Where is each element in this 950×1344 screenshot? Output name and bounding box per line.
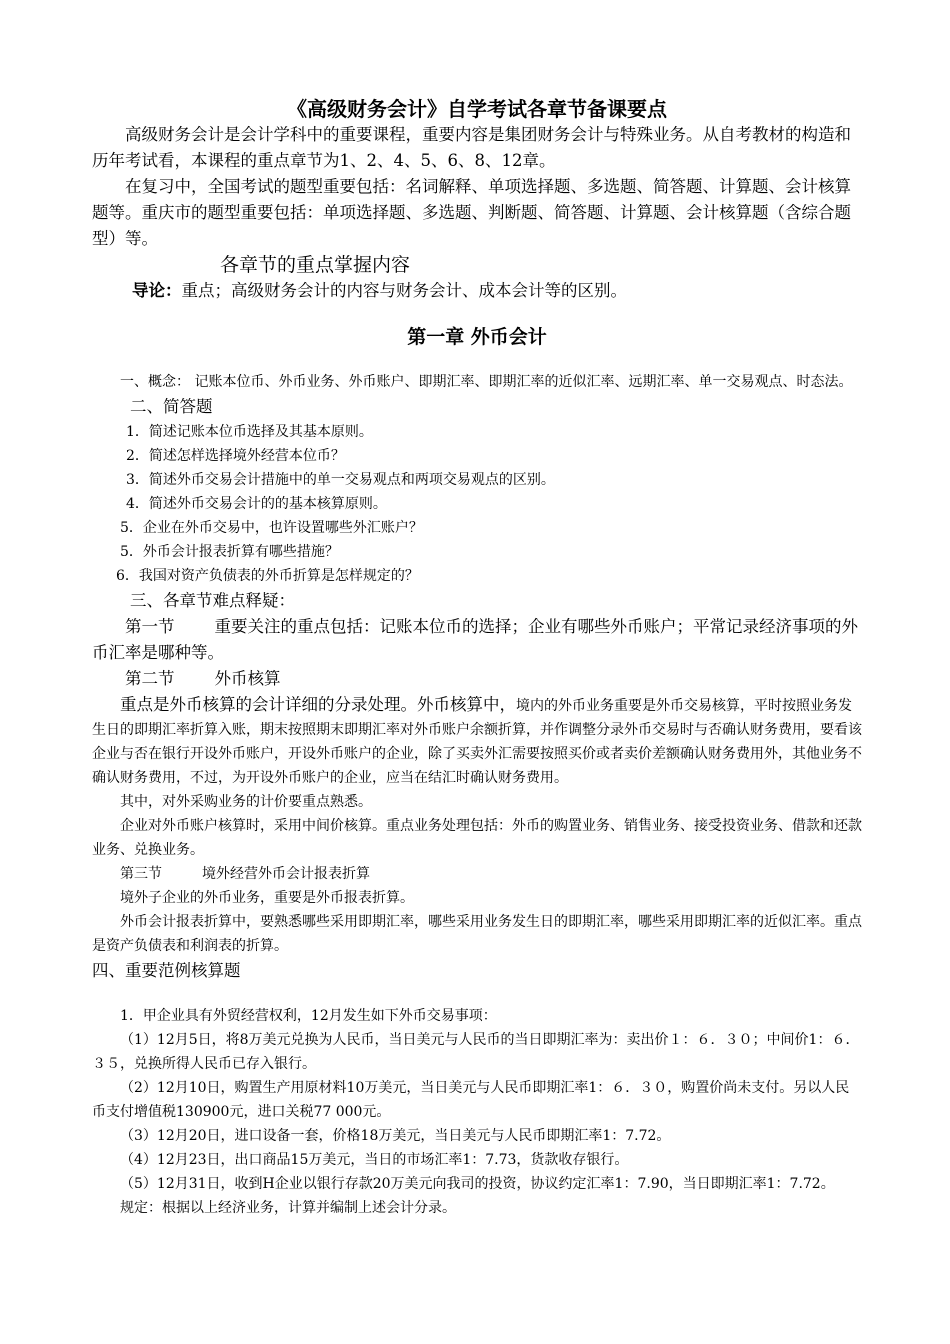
guide-text: 重点；高级财务会计的内容与财务会计、成本会计等的区别。 xyxy=(181,281,627,300)
section-2-title: 外币核算 xyxy=(214,669,281,688)
chapter-1-title: 第一章 外币会计 xyxy=(407,326,547,348)
section-2-paragraph xyxy=(92,692,862,790)
guide-label: 导论： xyxy=(132,281,182,300)
section-1-text: 重要关注的重点包括：记账本位币的选择；企业有哪些外币账户；平常记录经济事项的外币汇率是哪种等。 xyxy=(92,617,858,662)
example-item: （2）12月10日，购置生产用原材料10万美元，当日美元与人民币即期汇率1：６．３０，购置价尚未支付。另以人民币支付增值税130900元，进口关税77 000元。 xyxy=(92,1080,850,1120)
example-item: （3）12月20日，进口设备一套，价格18万美元，当日美元与人民币即期汇率1：7.72。 xyxy=(120,1128,671,1144)
section-2-body: 境内的外币业务重要是外币交易核算，平时按照业务发生日的即期汇率折算入账，期末按照期末即期汇率对外币账户余额折算，并作调整分录外币交易时与否确认财务费用，要看该企业与否在银行开设外币账户，开设外币账户的企业，除了买卖外汇需要按照买价或者卖价差额确认财务费用外，其他业务不确认财务费用，不过，为开设外币账户的企业，应当在结汇时确认财务费用。 xyxy=(92,698,862,786)
question-item: 2．简述怎样选择境外经营本位币？ xyxy=(126,448,345,464)
example-item: （1）12月5日，将8万美元兑换为人民币，当日美元与人民币的当日即期汇率为：卖出价１：６．３０；中间价1：６．３５，兑换所得人民币已存入银行。 xyxy=(92,1032,860,1072)
document-title: 《高级财务会计》自学考试各章节备课要点 xyxy=(287,97,667,121)
section-1-paragraph xyxy=(92,614,862,666)
question-item: 5．企业在外币交易中，也许设置哪些外汇账户？ xyxy=(120,520,423,536)
section-3-label: 第三节 xyxy=(120,866,162,882)
section-2-heading xyxy=(92,666,862,692)
example-intro: 1．甲企业具有外贸经营权利，12月发生如下外币交易事项： xyxy=(120,1008,497,1024)
section-2-paragraph-3: 企业对外币账户核算时，采用中间价核算。重点业务处理包括：外币的购置业务、销售业务、接受投资业务、借款和还款业务、兑换业务。 xyxy=(92,818,862,858)
section-1-label: 第一节 xyxy=(125,617,175,636)
requirement-paragraph: 规定：根据以上经济业务，计算并编制上述会计分录。 xyxy=(120,1200,456,1216)
question-item: 5．外币会计报表折算有哪些措施？ xyxy=(120,544,339,560)
question-item: 4．简述外币交易会计的的基本核算原则。 xyxy=(126,496,387,512)
question-item: 3．简述外币交易会计措施中的单一交易观点和两项交易观点的区别。 xyxy=(126,472,555,488)
question-item: 6．我国对资产负债表的外币折算是怎样规定的？ xyxy=(116,568,419,584)
question-item: 1．简述记账本位币选择及其基本原则。 xyxy=(126,424,373,440)
section-2-label: 第二节 xyxy=(125,669,175,688)
example-item: （4）12月23日，出口商品15万美元，当日的市场汇率1：7.73，货款收存银行。 xyxy=(120,1152,629,1168)
example-heading: 四、重要范例核算题 xyxy=(92,961,241,980)
intro-paragraph-2: 在复习中，全国考试的题型重要包括：名词解释、单项选择题、多选题、简答题、计算题、会计核算题等。重庆市的题型重要包括：单项选择题、多选题、判断题、简答题、计算题、会计核算题（含综合题型）等。 xyxy=(92,177,851,248)
document-page xyxy=(92,96,862,1220)
concept-paragraph xyxy=(92,370,862,394)
example-item: （5）12月31日，收到H企业以银行存款20万美元向我司的投资，协议约定汇率1：7.90，当日即期汇率1：7.72。 xyxy=(120,1176,835,1192)
concept-text: 记账本位币、外币业务、外币账户、即期汇率、即期汇率的近似汇率、远期汇率、单一交易观点、时态法。 xyxy=(194,374,853,390)
difficult-heading: 三、各章节难点释疑： xyxy=(130,591,295,610)
section-3-heading xyxy=(92,862,862,886)
short-answer-heading: 二、简答题 xyxy=(130,397,213,416)
section-2-paragraph-2: 其中，对外采购业务的计价要重点熟悉。 xyxy=(120,794,372,810)
section-3-paragraph-1: 境外子企业的外币业务，重要是外币报表折算。 xyxy=(120,890,414,906)
section-3-paragraph-2: 外币会计报表折算中，要熟悉哪些采用即期汇率，哪些采用业务发生日的即期汇率，哪些采用即期汇率的近似汇率。重点是资产负债表和利润表的折算。 xyxy=(92,914,862,954)
section-3-title: 境外经营外币会计报表折算 xyxy=(202,866,370,882)
intro-paragraph-1: 高级财务会计是会计学科中的重要课程，重要内容是集团财务会计与特殊业务。从自考教材的构造和历年考试看，本课程的重点章节为1、2、4、5、6、8、12章。 xyxy=(92,125,851,170)
guide-paragraph xyxy=(92,278,862,304)
section-2-lead: 重点是外币核算的会计详细的分录处理。外币核算中， xyxy=(120,695,516,714)
concept-label: 一、概念： xyxy=(120,374,190,390)
section-heading: 各章节的重点掌握内容 xyxy=(220,254,411,276)
